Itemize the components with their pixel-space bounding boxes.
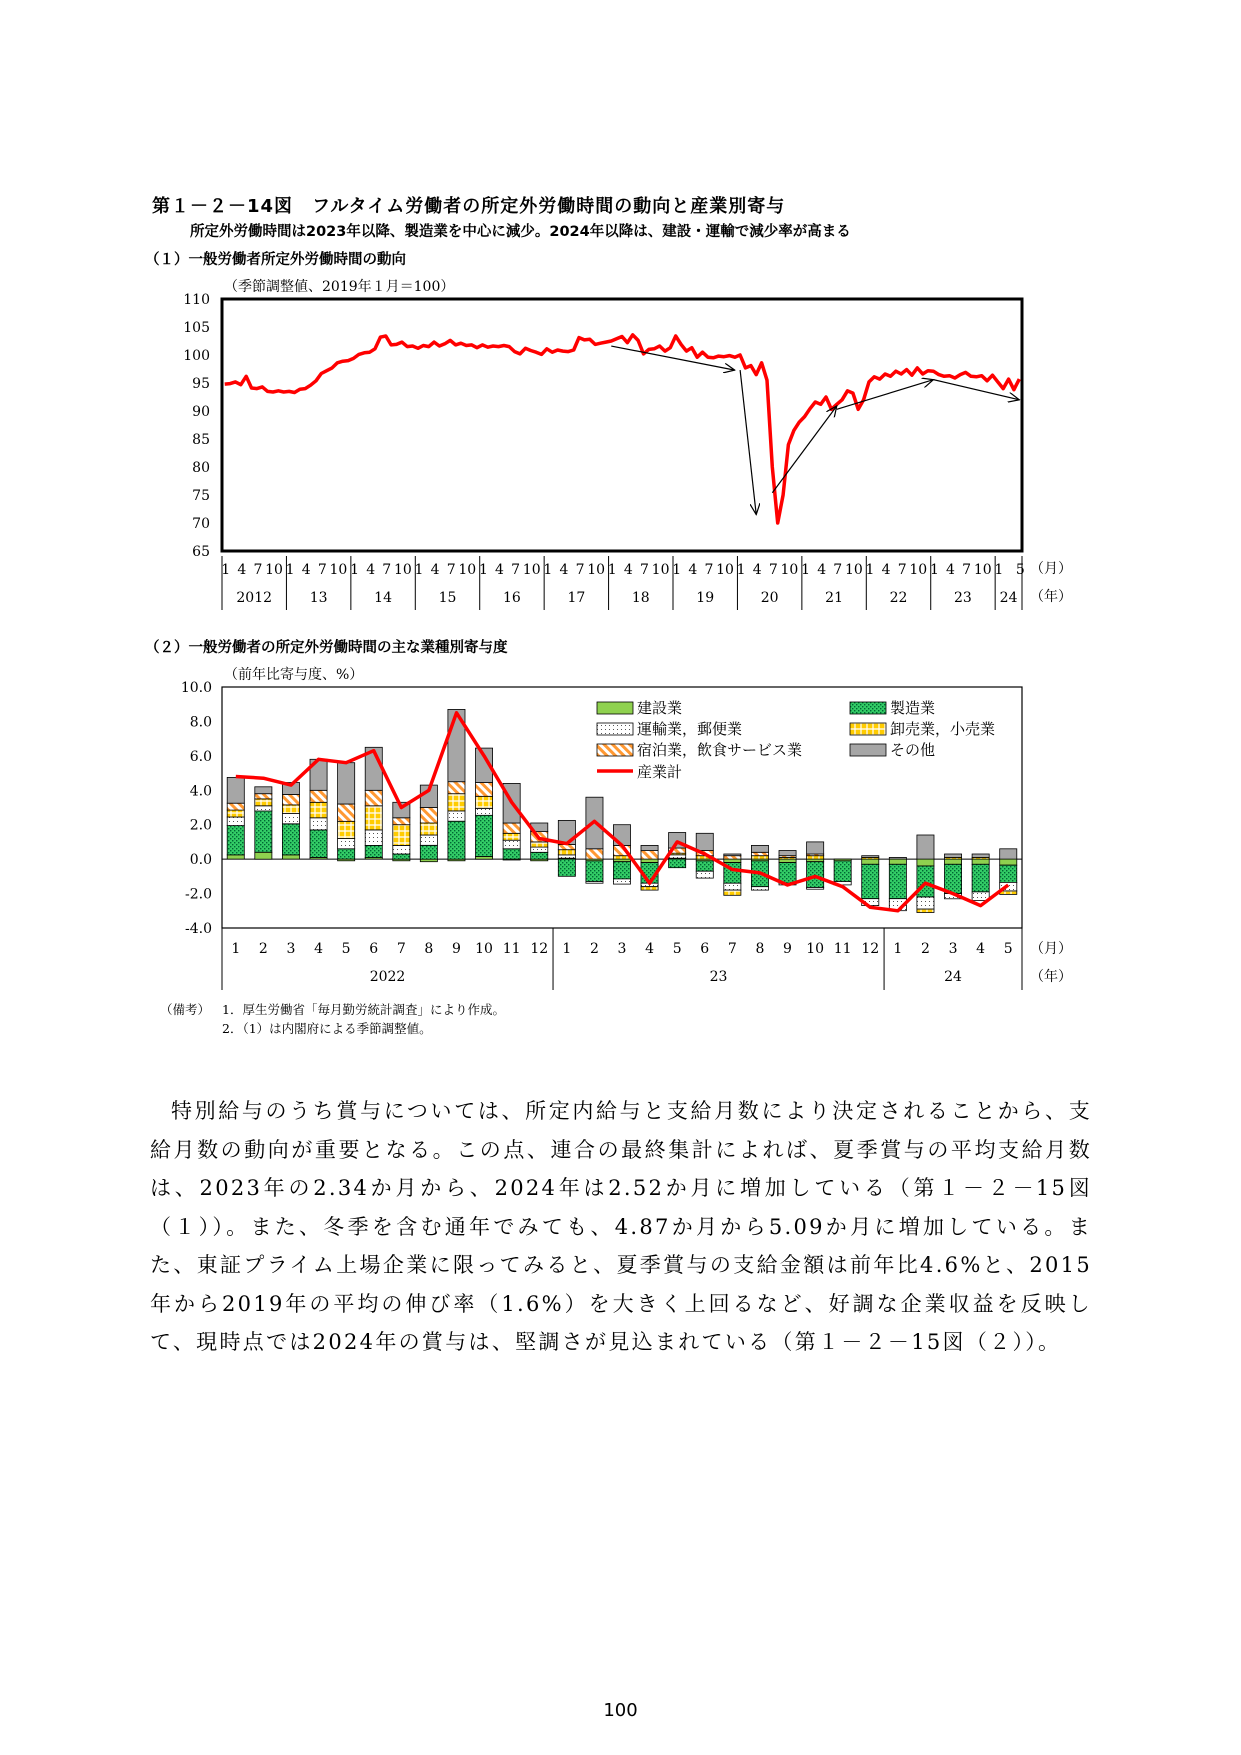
bar-segment [917,859,934,866]
bar-segment [227,777,244,803]
bar-segment [889,857,906,859]
x-month-tick-label: 7 [575,562,585,578]
x-month-tick-label: 3 [286,941,296,957]
bar-segment [227,855,244,859]
x-month-tick-label: 1 [736,562,746,578]
legend-swatch [597,723,633,735]
bar-segment [476,815,493,856]
bar-segment [751,852,768,855]
bar-segment [531,847,548,852]
x-month-tick-label: 12 [530,941,549,957]
legend-swatch [850,702,886,714]
x-month-tick-label: 7 [253,562,263,578]
x-year-label: 18 [631,590,650,606]
x-year-label: 23 [709,969,728,985]
x-month-tick-label: 10 [909,562,928,578]
x-month-tick-label: 7 [704,562,714,578]
index-series-line [225,335,1020,523]
x-month-tick-label: 1 [607,562,617,578]
bar-segment [834,861,851,882]
bar-segment [393,825,410,846]
x-month-tick-label: 10 [780,562,799,578]
bar-segment [779,863,796,884]
bar-segment [255,787,272,794]
legend-label: 宿泊業，飲食サービス業 [637,741,803,759]
legend-swatch [850,723,886,735]
x-month-unit: （月） [1030,941,1072,957]
y-tick-label: 6.0 [189,748,212,765]
x-year-label: 16 [503,590,521,606]
x-month-tick-label: 4 [314,941,324,957]
x-month-tick-label: 1 [478,562,488,578]
bar-segment [476,857,493,860]
x-month-tick-label: 2 [589,941,599,957]
bar-segment [255,806,272,811]
bar-segment [641,887,658,890]
x-month-tick-label: 10 [844,562,863,578]
x-month-tick-label: 12 [861,941,880,957]
x-month-tick-label: 4 [430,562,440,578]
bar-segment [227,826,244,855]
legend-swatch [597,744,633,756]
bar-segment [696,861,713,871]
bar-segment [338,839,355,849]
bar-segment [945,864,962,893]
y-tick-label: 10.0 [180,680,212,696]
x-year-label: 2022 [369,969,406,985]
x-year-label: 23 [954,590,972,606]
x-month-tick-label: 1 [929,562,939,578]
bar-segment [558,855,575,858]
bar-segment [972,854,989,857]
industry-contribution-bar-chart [0,660,1241,1000]
bar-segment [255,794,272,799]
x-year-label: 13 [309,590,328,606]
bar-segment [586,849,603,859]
bar-segment [558,859,575,876]
x-month-tick-label: 7 [511,562,521,578]
legend-label: 運輸業，郵便業 [637,720,743,738]
x-month-tick-label: 3 [948,941,958,957]
bar-segment [531,852,548,859]
legend-label: 卸売業，小売業 [890,720,996,738]
x-month-tick-label: 4 [495,562,504,578]
bar-segment [503,823,520,833]
bar-segment [641,845,658,850]
x-month-tick-label: 1 [801,562,811,578]
bar-segment [310,802,327,818]
x-month-tick-label: 4 [817,562,827,578]
bar-segment [862,859,879,864]
x-month-tick-label: 9 [452,941,461,957]
bar-segment [365,790,382,806]
x-year-label: 2012 [236,590,273,606]
x-month-tick-label: 5 [672,941,682,957]
y-tick-label: 4.0 [189,783,212,800]
bar-segment [255,852,272,859]
x-month-tick-label: 10 [587,562,606,578]
x-year-label: 24 [944,969,962,985]
bar-segment [751,887,768,890]
x-month-tick-label: 1 [543,562,553,578]
bar-segment [613,879,630,884]
panel2-title: （２）一般労働者の所定外労働時間の主な業種別寄与度 [145,640,508,656]
trend-arrow [740,370,756,514]
x-month-tick-label: 11 [833,941,852,957]
bar-segment [807,862,824,888]
x-month-tick-label: 6 [700,941,710,957]
x-month-tick-label: 10 [973,562,992,578]
figure-title: 第１－２－14図 フルタイム労働者の所定外労働時間の動向と産業別寄与 [152,196,786,217]
x-month-tick-label: 1 [285,562,295,578]
bar-segment [420,835,437,845]
bar-segment [807,856,824,859]
legend-label: 建設業 [637,699,683,717]
x-month-tick-label: 1 [865,562,875,578]
x-month-tick-label: 2 [258,941,268,957]
bar-segment [669,859,686,868]
bar-segment [255,811,272,852]
x-month-tick-label: 7 [382,562,392,578]
bar-segment [393,818,410,825]
bar-segment [641,859,658,862]
bar-segment [227,817,244,826]
bar-segment [696,833,713,850]
bar-segment [420,845,437,859]
bar-segment [227,803,244,810]
panel1-unit: （季節調整値、2019年１月＝100） [224,279,455,295]
y-tick-label: 100 [183,348,210,364]
y-tick-label: -4.0 [185,921,212,937]
x-month-tick-label: 10 [522,562,541,578]
bar-segment [972,859,989,864]
bar-segment [1000,865,1017,882]
x-month-tick-label: 1 [414,562,424,578]
y-tick-label: 85 [192,432,210,448]
bar-segment [338,821,355,838]
x-month-tick-label: 7 [727,941,737,957]
y-tick-label: 90 [192,404,210,420]
x-month-tick-label: 10 [475,941,493,957]
bar-segment [420,808,437,824]
bar-segment [724,890,741,895]
x-month-tick-label: 5 [341,941,351,957]
bar-segment [365,845,382,857]
panel2-unit: （前年比寄与度、%） [224,667,364,683]
x-month-tick-label: 10 [329,562,348,578]
bar-segment [751,845,768,852]
bar-segment [282,824,299,855]
bar-segment [476,783,493,797]
x-month-tick-label: 10 [265,562,283,578]
bar-segment [448,794,465,811]
y-tick-label: 110 [183,292,210,308]
x-month-tick-label: 4 [366,562,376,578]
bar-segment [393,854,410,859]
x-month-tick-label: 3 [617,941,627,957]
y-tick-label: 80 [192,460,210,476]
note-1: 1．厚生労働省「毎月勤労統計調査」により作成。 [222,1002,505,1017]
x-month-tick-label: 4 [946,562,955,578]
bar-segment [1000,859,1017,865]
x-year-label: 14 [374,590,392,606]
x-month-tick-label: 2 [920,941,930,957]
y-tick-label: 70 [192,516,210,532]
bar-segment [724,883,741,890]
panel1-title: （１）一般労働者所定外労働時間の動向 [145,252,406,268]
x-month-tick-label: 6 [369,941,379,957]
trend-arrow [837,380,934,410]
x-year-label: 17 [567,590,586,606]
x-month-tick-label: 7 [833,562,843,578]
x-month-tick-label: 7 [962,562,972,578]
bar-segment [558,850,575,855]
bar-segment [724,854,741,856]
bar-segment [862,856,879,858]
bar-segment [310,830,327,858]
x-month-tick-label: 4 [688,562,698,578]
x-month-tick-label: 7 [897,562,907,578]
x-month-tick-label: 4 [559,562,569,578]
bar-segment [282,795,299,805]
x-month-tick-label: 1 [672,562,682,578]
bar-segment [365,806,382,830]
bar-segment [420,823,437,835]
y-tick-label: -2.0 [185,886,212,903]
x-month-tick-label: 11 [502,941,521,957]
page-number: 100 [603,1700,638,1721]
x-month-tick-label: 10 [651,562,670,578]
bar-segment [862,864,879,898]
x-month-tick-label: 1 [350,562,360,578]
bar-segment [503,833,520,840]
bar-segment [724,859,741,862]
x-year-unit: （年） [1030,969,1072,985]
bar-segment [255,799,272,806]
bar-segment [917,909,934,912]
bar-segment [503,840,520,849]
legend-label: 産業計 [637,763,683,781]
bar-segment [586,882,603,884]
bar-segment [338,804,355,821]
x-year-label: 22 [889,590,908,606]
bar-segment [1000,849,1017,859]
x-month-tick-label: 7 [446,562,456,578]
x-month-tick-label: 7 [768,562,778,578]
x-month-tick-label: 1 [562,941,572,957]
legend-label: その他 [890,741,936,759]
bar-segment [917,835,934,859]
bar-segment [751,856,768,859]
bar-segment [724,856,741,859]
bar-segment [338,763,355,804]
y-tick-label: 105 [183,320,210,336]
x-month-tick-label: 10 [393,562,412,578]
x-year-unit: （年） [1030,589,1072,605]
y-tick-label: 95 [192,376,210,392]
bar-segment [889,859,906,864]
x-year-label: 15 [438,590,457,606]
x-month-tick-label: 5 [1003,941,1013,957]
bar-segment [393,845,410,854]
bar-segment [945,854,962,857]
x-month-tick-label: 8 [424,941,434,957]
bar-segment [448,811,465,821]
bar-segment [338,849,355,859]
bar-segment [227,810,244,817]
y-tick-label: 2.0 [189,817,212,834]
bar-segment [917,897,934,909]
x-month-tick-label: 1 [893,941,903,957]
y-tick-label: 75 [192,488,210,504]
bar-segment [448,821,465,859]
note-2: 2．（1）は内閣府による季節調整値。 [222,1021,432,1036]
x-month-tick-label: 5 [1015,562,1025,578]
x-month-tick-label: 1 [231,941,241,957]
legend-label: 製造業 [890,699,936,717]
x-month-tick-label: 10 [458,562,477,578]
bar-segment [779,851,796,856]
bar-segment [448,782,465,794]
bar-segment [310,818,327,830]
bar-segment [889,864,906,898]
figure-subtitle: 所定外労働時間は2023年以降、製造業を中心に減少。2024年以降は、建設・運輸で減少率が高まる [190,224,851,240]
bar-segment [282,805,299,814]
x-month-tick-label: 10 [806,941,825,957]
legend-swatch [850,744,886,756]
bar-segment [531,842,548,847]
x-month-tick-label: 1 [994,562,1004,578]
x-year-label: 19 [696,590,715,606]
x-month-tick-label: 4 [645,941,655,957]
y-tick-label: 0.0 [189,852,212,869]
x-month-tick-label: 4 [237,562,247,578]
y-tick-label: 65 [192,544,210,560]
x-month-tick-label: 7 [640,562,649,578]
x-month-tick-label: 4 [623,562,633,578]
bar-segment [613,862,630,879]
bar-segment [696,871,713,878]
x-year-label: 21 [825,590,843,606]
y-tick-label: 8.0 [189,714,212,731]
body-text [150,1092,1092,1362]
x-month-tick-label: 10 [716,562,734,578]
x-month-tick-label: 1 [221,562,231,578]
x-month-unit: （月） [1030,561,1072,577]
bar-segment [641,851,658,860]
x-month-tick-label: 4 [976,941,986,957]
x-month-tick-label: 4 [752,562,762,578]
notes-label: （備考） [160,1002,211,1017]
x-month-tick-label: 4 [881,562,891,578]
bar-segment [503,849,520,859]
bar-segment [945,859,962,864]
x-year-label: 20 [760,590,779,606]
body-paragraph: 特別給与のうち賞与については、所定内給与と支給月数により決定されることから、支給月数の動向が重要となる。この点、連合の最終集計によれば、夏季賞与の平均支給月数は、2023年の2.34か月から、2024年は2.52か月に増加している（第１－２－15図（１））。また、冬季を含む通年でみても、4.87か月から5.09か月に増加している。また、東証プライム上場企業に限ってみると、夏季賞与の支給金額は前年比4.6%と、2015年から2019年の平均の伸び率（1.6%）を大きく上回るなど、好調な企業収益を反映して、現時点では2024年の賞与は、堅調さが見込まれている（第１－２－15図（２））。 [150,1099,1092,1354]
bar-segment [365,830,382,846]
x-month-tick-label: 7 [396,941,406,957]
x-month-tick-label: 9 [783,941,792,957]
bar-segment [807,888,824,890]
bar-segment [476,796,493,808]
bar-segment [310,790,327,802]
x-month-tick-label: 4 [301,562,311,578]
bar-segment [282,814,299,824]
x-month-tick-label: 8 [755,941,765,957]
bar-segment [807,842,824,854]
bar-segment [972,864,989,892]
x-year-label: 24 [999,590,1018,606]
x-month-tick-label: 7 [317,562,327,578]
bar-segment [779,859,796,862]
bar-segment [282,855,299,859]
bar-segment [476,808,493,815]
bar-segment [586,861,603,882]
overtime-index-line-chart [0,0,1241,620]
bar-segment [669,855,686,858]
legend-swatch [597,702,633,714]
